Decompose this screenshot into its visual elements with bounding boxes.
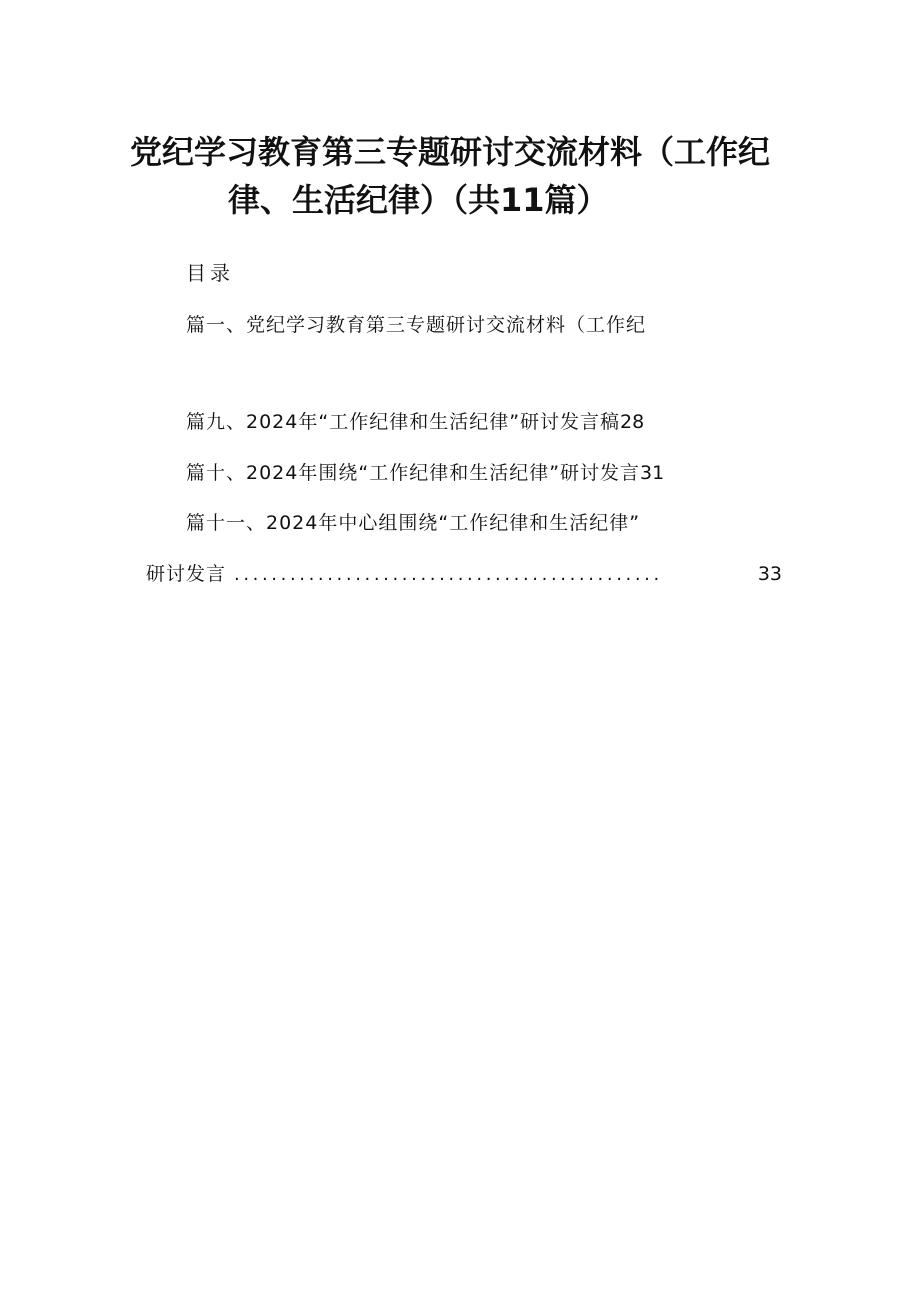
toc-entry-text: 篇一、党纪学习教育第三专题研讨交流材料（工作纪 (186, 314, 647, 336)
document-title (130, 128, 810, 224)
toc-entry-page: 28 (620, 411, 645, 433)
toc-entry-text: 篇十一、2024年中心组围绕“工作纪律和生活纪律” (186, 512, 641, 534)
toc-entry-continuation-text: 研讨发言 (146, 563, 227, 585)
toc-entry-text: 篇十、2024年围绕“工作纪律和生活纪律”研讨发言 (186, 462, 641, 484)
toc-entry-page: 33 (757, 563, 782, 585)
toc-heading: 目录 (186, 261, 234, 285)
toc-entry-11-continuation[interactable] (146, 559, 782, 590)
toc-entry-9[interactable] (186, 407, 644, 437)
document-title-line-1: 党纪学习教育第三专题研讨交流材料（工作纪 (130, 133, 771, 171)
toc-entry-11[interactable] (186, 508, 640, 538)
toc-entry-10[interactable] (186, 458, 664, 488)
toc-entry-text: 篇九、2024年“工作纪律和生活纪律”研讨发言稿 (186, 411, 621, 433)
toc-entry-page: 31 (640, 462, 665, 484)
toc-dot-leader: .............................................. (234, 564, 663, 585)
toc-entry-1[interactable] (186, 310, 646, 340)
document-title-line-2: 律、生活纪律）（共11篇） (228, 181, 609, 219)
